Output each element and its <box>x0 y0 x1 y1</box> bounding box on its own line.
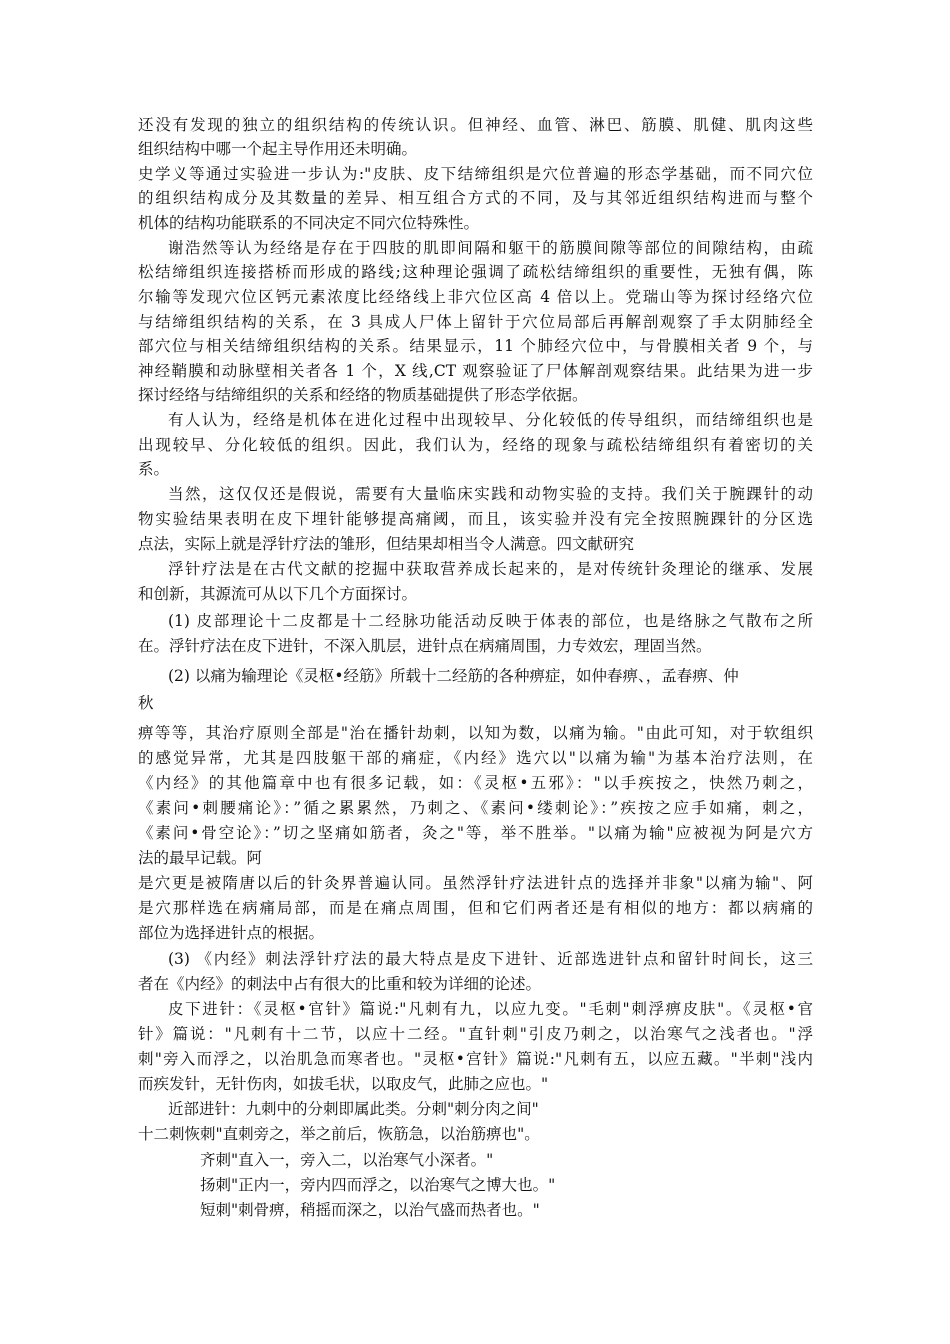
text-line: 皮下进针：《灵枢•官针》篇说:"凡刺有九，以应九变。"毛刺"刺浮痹皮肤"。《灵枢•官 <box>168 1000 813 1018</box>
text-line: 机体的结构功能联系的不同决定不同穴位特殊性。 <box>138 214 480 232</box>
text-line: 短刺"刺骨痹，稍摇而深之，以治气盛而热者也。" <box>200 1201 540 1219</box>
text-line: 松结缔组织连接搭桥而形成的路线;这种理论强调了疏松结缔组织的重要性，无独有偶，陈 <box>138 263 813 281</box>
text-line: 浮针疗法是在古代文献的挖掘中获取营养成长起来的，是对传统针灸理论的继承、发展 <box>168 560 813 578</box>
text-line: 谢浩然等认为经络是存在于四肢的肌即间隔和躯干的筋膜间隙等部位的间隙结构，由疏 <box>168 239 813 257</box>
text-line: 尔输等发现穴位区钙元素浓度比经络线上非穴位区高 4 倍以上。党瑞山等为探讨经络穴位 <box>138 288 813 306</box>
text-line: 和创新，其源流可从以下几个方面探讨。 <box>138 585 418 603</box>
text-line: 针》篇说："凡刺有十二节，以应十二经。"直针刺"引皮乃刺之，以治寒气之浅者也。"浮 <box>138 1025 813 1043</box>
text-line: 《素问•刺腰痛论》：”循之累累然，乃刺之、《素问•缕刺论》：”疾按之应手如痛，刺之， <box>138 799 813 817</box>
text-line: 《内经》的其他篇章中也有很多记载，如：《灵枢•五邪》："以手疾按之，快然乃刺之， <box>138 774 813 792</box>
text-line: 是穴更是被隋唐以后的针灸界普遍认同。虽然浮针疗法进针点的选择并非象"以痛为输"、阿 <box>138 874 813 892</box>
text-line: 而疾发针，无针伤肉，如拔毛状，以取皮气，此肺之应也。" <box>138 1075 549 1093</box>
text-line: 扬刺"正内一，旁内四而浮之，以治寒气之博大也。" <box>200 1176 556 1194</box>
text-line: 有人认为，经络是机体在进化过程中出现较早、分化较低的传导组织，而结缔组织也是 <box>168 411 813 429</box>
text-line: 物实验结果表明在皮下埋针能够提高痛阈，而且，该实验并没有完全按照腕踝针的分区选 <box>138 510 813 528</box>
text-line: 点法，实际上就是浮针疗法的雏形，但结果却相当令人满意。四文献研究 <box>138 535 635 553</box>
text-line: (1) 皮部理论十二皮都是十二经脉功能活动反映于体表的部位，也是络脉之气散布之所 <box>168 612 813 630</box>
text-line: 系。 <box>138 460 170 478</box>
text-line: 还没有发现的独立的组织结构的传统认识。但神经、血管、淋巴、筋膜、肌健、肌肉这些 <box>138 116 813 134</box>
text-line: 秋 <box>138 694 154 712</box>
text-line: 的组织结构成分及其数量的差异、相互组合方式的不同，及与其邻近组织结构进而与整个 <box>138 189 813 207</box>
text-line: 齐刺"直入一，旁入二，以治寒气小深者。" <box>200 1151 494 1169</box>
text-line: 者在《内经》的刺法中占有很大的比重和较为详细的论述。 <box>138 975 542 993</box>
text-line: (2) 以痛为输理论《灵枢•经筋》所载十二经筋的各种痹症，如仲春痹、，孟春痹、仲 <box>168 667 739 685</box>
text-line: 部位为选择进针点的根据。 <box>138 924 325 942</box>
text-line: 痹等等，其治疗原则全部是"治在播针劫刺，以知为数，以痛为输。"由此可知，对于软组织 <box>138 724 813 742</box>
text-line: 当然，这仅仅还是假说，需要有大量临床实践和动物实验的支持。我们关于腕踝针的动 <box>168 485 813 503</box>
text-line: 探讨经络与结缔组织的关系和经络的物质基础提供了形态学依据。 <box>138 386 588 404</box>
text-line: 十二刺恢刺"直刺旁之，举之前后，恢筋急，以治筋痹也"。 <box>138 1125 540 1143</box>
text-line: 是穴那样选在病痛局部，而是在痛点周围，但和它们两者还是有相似的地方：都以病痛的 <box>138 899 813 917</box>
text-line: 部穴位与相关结缔组织结构的关系。结果显示，11 个肺经穴位中，与骨膜相关者 9 个，与 <box>138 337 813 355</box>
text-line: 近部进针：九刺中的分刺即属此类。分刺"刺分肉之间" <box>168 1100 539 1118</box>
text-line: 的感觉异常，尤其是四肢躯干部的痛症，《内经》选穴以"以痛为输"为基本治疗法则，在 <box>138 749 813 767</box>
text-line: 神经鞘膜和动脉壁相关者各 1 个，X 线,CT 观察验证了尸体解剖观察结果。此结果为进一步 <box>138 362 813 380</box>
text-line: (3) 《内经》刺法浮针疗法的最大特点是皮下进针、近部选进针点和留针时间长，这三 <box>168 950 813 968</box>
text-line: 史学义等通过实验进一步认为:"皮肤、皮下结缔组织是穴位普遍的形态学基础，而不同穴位 <box>138 165 813 183</box>
text-line: 组织结构中哪一个起主导作用还未明确。 <box>138 140 418 158</box>
text-line: 《素问•骨空论》：”切之坚痛如筋者，灸之"等，举不胜举。"以痛为输"应被视为阿是穴方 <box>138 824 813 842</box>
text-line: 与结缔组织结构的关系，在 3 具成人尸体上留针于穴位局部后再解剖观察了手太阴肺经全 <box>138 313 813 331</box>
text-line: 在。浮针疗法在皮下进针，不深入肌层，进针点在病痛周围，力专效宏，理固当然。 <box>138 637 712 655</box>
text-line: 法的最早记载。阿 <box>138 849 263 867</box>
text-line: 出现较早、分化较低的组织。因此，我们认为，经络的现象与疏松结缔组织有着密切的关 <box>138 436 813 454</box>
text-line: 刺"旁入而浮之，以治肌急而寒者也。"灵枢•宫针》篇说:"凡刺有五，以应五藏。"半刺"浅内 <box>138 1050 813 1068</box>
